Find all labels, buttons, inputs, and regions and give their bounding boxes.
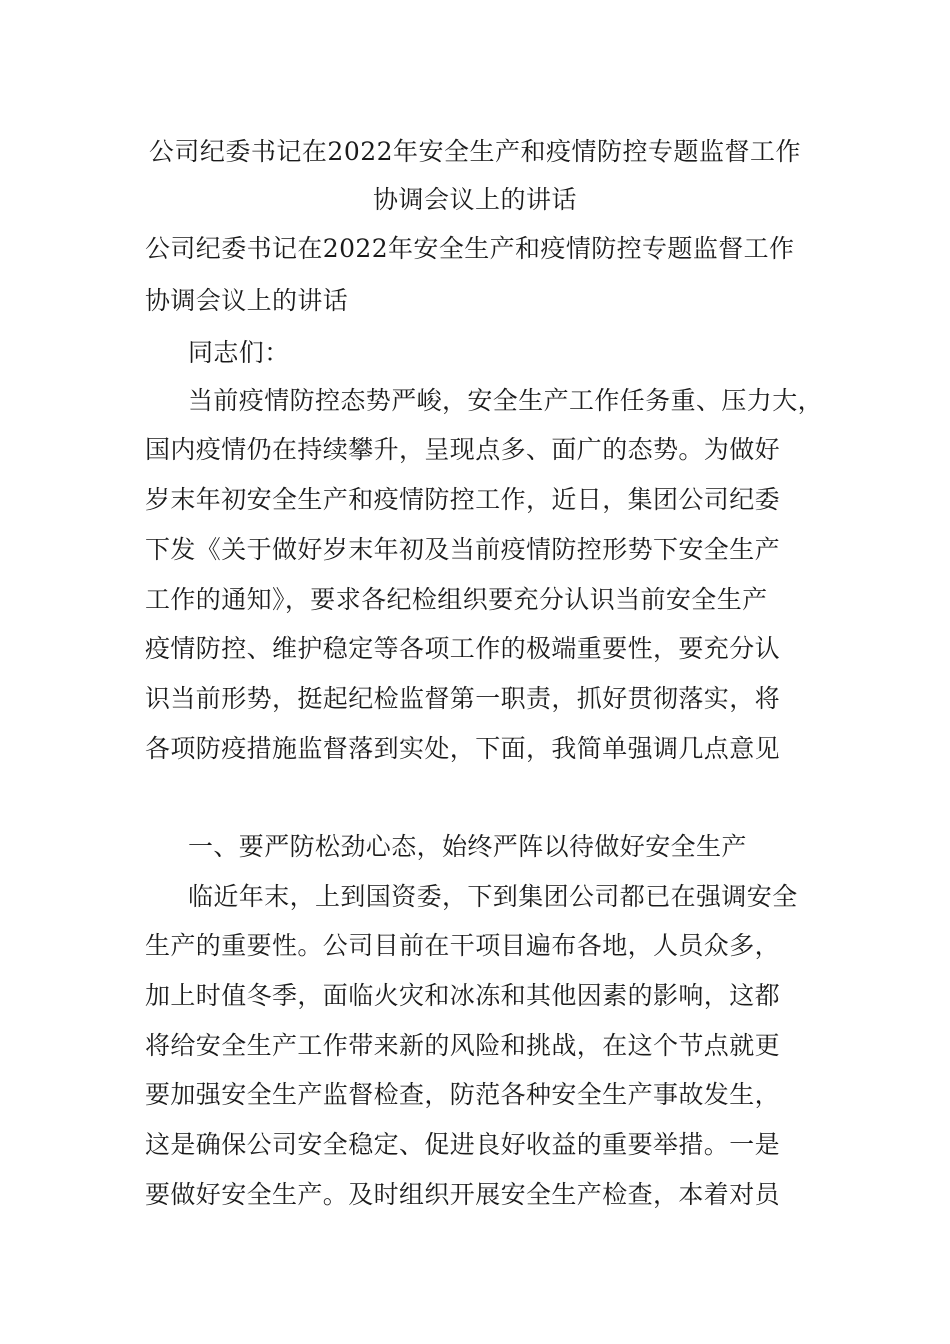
paragraph-2-line: 这是确保公司安全稳定、促进良好收益的重要举措。一是 <box>145 1130 781 1159</box>
paragraph-1-line: 下发《关于做好岁末年初及当前疫情防控形势下安全生产 <box>145 535 781 564</box>
salutation: 同志们： <box>188 338 290 367</box>
paragraph-2-line: 加上时值冬季，面临火灾和冰冻和其他因素的影响，这都 <box>145 981 781 1010</box>
paragraph-1-line: 岁末年初安全生产和疫情防控工作，近日，集团公司纪委 <box>145 485 781 514</box>
document-title-line-1: 公司纪委书记在2022年安全生产和疫情防控专题监督工作 <box>148 137 802 166</box>
paragraph-1-line: 疫情防控、维护稳定等各项工作的极端重要性，要充分认 <box>145 634 781 663</box>
paragraph-2-line: 要做好安全生产。及时组织开展安全生产检查，本着对员 <box>145 1180 781 1209</box>
paragraph-2-line: 将给安全生产工作带来新的风险和挑战，在这个节点就更 <box>145 1031 781 1060</box>
document-title-line-2: 协调会议上的讲话 <box>372 185 577 214</box>
paragraph-1-line: 当前疫情防控态势严峻，安全生产工作任务重、压力大， <box>188 386 824 415</box>
repeated-title-line-2: 协调会议上的讲话 <box>145 286 349 315</box>
paragraph-1-line: 国内疫情仍在持续攀升，呈现点多、面广的态势。为做好 <box>145 435 781 464</box>
paragraph-1-line: 各项防疫措施监督落到实处，下面，我简单强调几点意见 <box>145 734 781 763</box>
paragraph-1-line: 工作的通知》，要求各纪检组织要充分认识当前安全生产 <box>145 585 768 614</box>
paragraph-1-line: 识当前形势，挺起纪检监督第一职责，抓好贯彻落实，将 <box>145 684 781 713</box>
paragraph-2-line: 临近年末，上到国资委，下到集团公司都已在强调安全 <box>188 882 798 911</box>
paragraph-2-line: 生产的重要性。公司目前在干项目遍布各地，人员众多， <box>145 931 781 960</box>
paragraph-2-line: 要加强安全生产监督检查，防范各种安全生产事故发生， <box>145 1080 781 1109</box>
section-1-heading: 一、要严防松劲心态，始终严阵以待做好安全生产 <box>188 832 747 861</box>
repeated-title-line-1: 公司纪委书记在2022年安全生产和疫情防控专题监督工作 <box>145 234 795 263</box>
